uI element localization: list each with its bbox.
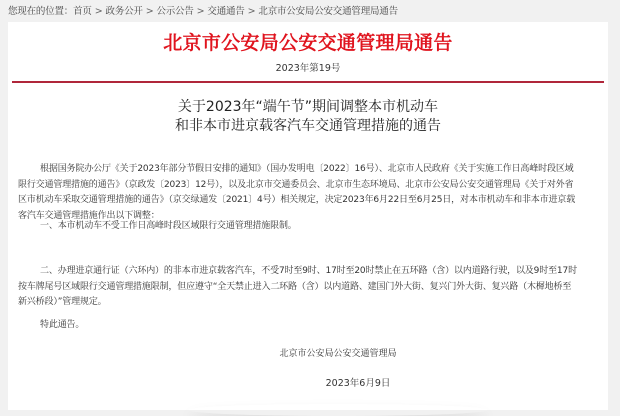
signature-issuer: 北京市公安局公安交通管理局	[279, 349, 397, 359]
breadcrumb-separator: >	[145, 6, 154, 17]
issuer-title: 北京市公安局公安交通管理局通告	[163, 32, 453, 54]
notice-card	[8, 22, 608, 410]
breadcrumb-current: 北京市公安局公安交通管理局通告	[258, 6, 398, 17]
paragraph-item-1: 一、本市机动车不受工作日高峰时段区域限行交通管理措施限制。	[40, 221, 297, 231]
breadcrumb-home[interactable]: 首页	[73, 6, 92, 17]
signature-date: 2023年6月9日	[325, 378, 391, 389]
decorative-shadow	[188, 404, 488, 416]
breadcrumb-prefix: 您现在的位置：	[8, 6, 74, 17]
red-divider	[12, 81, 604, 83]
breadcrumb-separator: >	[196, 6, 205, 17]
paragraph-basis: 根据国务院办公厅《关于2023年部分节假日安排的通知》（国办发明电〔2022〕16号）、北京市人民政府《关于实施工作日高峰时段区域限行交通管理措施的通告》（京政发〔2023〕12号），以及北京市交通委员会、北京市生态环境局、北京市公安局公安交通管理局《关于对外省区市机动车采取交通管理措施的通告》（京交绿通发〔2021〕4号）相关规定，决定2023年6月22日至6月25日，对本市机动车和非本市进京载客汽车交通管理措施作出以下调整：	[18, 164, 576, 221]
document-title-line-1: 关于2023年“端午节”期间调整本市机动车	[177, 99, 439, 115]
paragraph-closing: 特此通告。	[40, 320, 85, 330]
document-title	[8, 98, 608, 136]
breadcrumb-announcements[interactable]: 公示公告	[156, 6, 194, 17]
breadcrumb	[8, 5, 398, 19]
document-title-line-2: 和非本市进京载客汽车交通管理措施的通告	[175, 118, 441, 134]
paragraph-item-2: 二、办理进京通行证（六环内）的非本市进京载客汽车，不受7时至9时、17时至20时禁止在五环路（含）以内道路行驶，以及9时至17时按车牌尾号区域限行交通管理措施限制，但应遵守“全天禁止进入二环路（含）以内道路、建国门外大街、复兴门外大街、复兴路（木樨地桥至新兴桥段）”管理规定。	[18, 266, 577, 307]
breadcrumb-separator: >	[94, 6, 103, 17]
breadcrumb-traffic-notices[interactable]: 交通通告	[207, 6, 245, 17]
breadcrumb-separator: >	[247, 6, 256, 17]
notice-number: 2023年第19号	[275, 63, 341, 74]
breadcrumb-gov-affairs[interactable]: 政务公开	[105, 6, 143, 17]
